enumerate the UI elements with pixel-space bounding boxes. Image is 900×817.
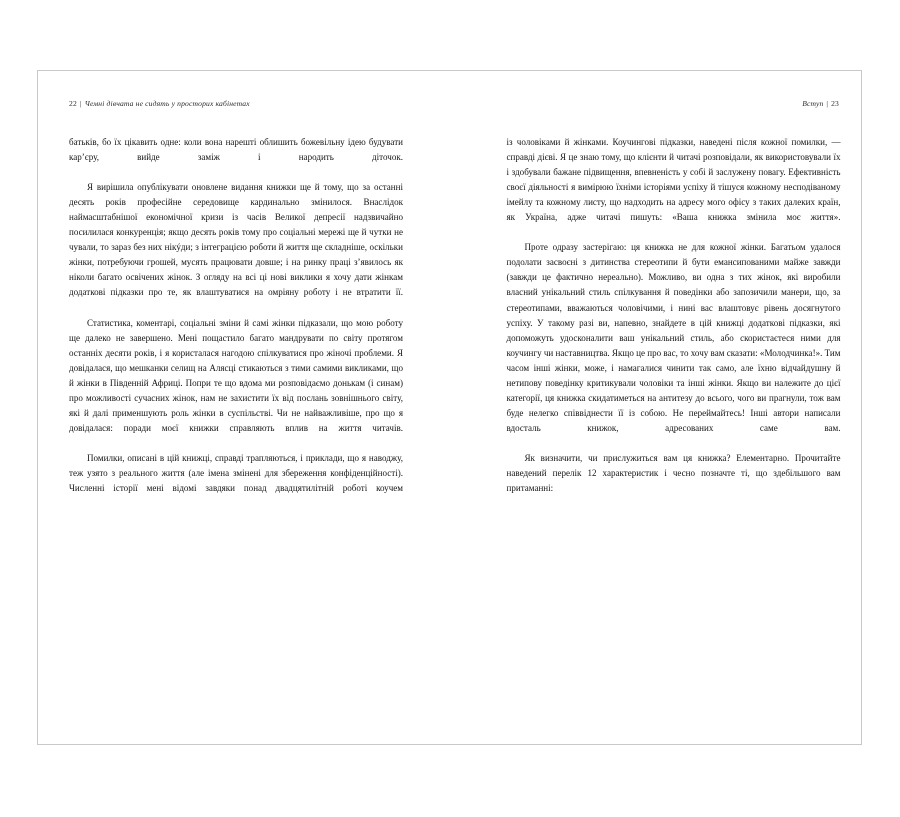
text-column-left [69,135,403,511]
paragraph: Проте одразу застерігаю: ця книжка не для кожної жінки. Багатьом удалося подолати засвоєні з дитинства стереотипи й бути емансипованими майже завжди (завжди це фактично нереально). Можливо, ви одна з тих жінок, які виробили власний унікальний стиль спілкування й поведінки або запозичили манери, що, за стереотипами, вважаються чоловічими, і нині вас влаштовує рівень досягнутого успіху. У такому разі ви, напевно, знайдете в цій книжці додаткові підказки, які допоможуть удосконалити ваш унікальний стиль, або скористаєтеся ними для коучингу чи наставництва. Якщо це про вас, то хочу вам сказати: «Молодчинка!». Тим часом інші жінки, може, і намагалися чинити так само, але їхню відчайдушну й нетипову поведінку критикували чоловіки та інші жінки. Якщо ви належите до цієї категорії, ця книжка скидатиметься на антитезу до всього, чого ви прагнули, тож вам буде нелегко співвіднести її із собою. Не переймайтесь! Інші автори написали вдосталь книжок, адресованих саме вам. [506,242,841,433]
paragraph: Статистика, коментарі, соціальні зміни й самі жінки підказали, що мою роботу ще далеко не завершено. Мені пощастило багато мандрувати по світу протягом останніх десяти років, і я користалася нагодою спілкуватися про жіночі проблеми. Я довідалася, що мешканки селищ на Алясці стикаються з тими самими викликами, що й жінки в Південній Африці. Попри те що вдома ми розповідаємо донькам (і синам) про можливості сучасних жінок, нам не захистити їх від послань зовнішнього світу, які й далі применшують роль жінки в суспільстві. Чи не найважливіше, про що я довідалася: поради моєї книжки справляють вплив на життя читачів. [69,317,403,433]
running-head-separator-right: | [826,99,829,108]
running-head-separator-left: | [79,99,82,108]
page-left [38,71,450,744]
paragraph: із чоловіками й жінками. Коучингові підказки, наведені після кожної помилки, — справді дієві. Я це знаю тому, що клієнти й читачі розповідали, як використовували їх і здобували бажане підвищення, впевненість у собі й заслужену повагу. Ефективність своєї діяльності я вимірюю їхніми історіями успіху й тішуся кожному несподіваному імейлу та кожному листу, що надходить на адресу мого офісу з таких далеких країн, як Україна, адже читачі пишуть: «Ваша книжка змінила моє життя». [506,137,841,223]
paragraph: Я вирішила опублікувати оновлене видання книжки ще й тому, що за останні десять років професійне середовище кардинально змінилося. Внаслідок наймасштабнішої економічної кризи із часів Великої депресії надзвичайно посилилася конкуренція; якщо десять років тому про соціальні мережі ще й чутки не чували, то зараз без них нікýди; з інтеграцією роботи й життя ще складніше, оскільки жінки, потребуючи грошей, мусять працювати довше; і на ринку праці з’явилось як ніколи багато освічених жінок. З огляду на всі ці нові виклики я хочу дати жінкам додаткові підказки про те, як влаштуватися на омріяну роботу і не втратити її. [69,182,403,298]
paragraph: Помилки, описані в цій книжці, справді трапляються, і приклади, що я наводжу, теж узято з реального життя (але імена змінені для збереження конфіденційності). Численні історії мені відомі завдяки понад двадцятилітній роботі коучем [69,452,403,494]
page-right [450,71,862,744]
folio-left: 22 [69,99,77,108]
paragraph: батьків, бо їх цікавить одне: коли вона нарешті облишить божевільну ідею будувати кар’єру, вийде заміж і народить діточок. [69,137,403,163]
book-spread [37,70,862,745]
text-column-right [507,135,841,511]
folio-right: 23 [831,99,839,108]
running-head-left [69,99,438,113]
chapter-title-running-head: Вступ [802,99,824,108]
paragraph: Як визначити, чи прислужиться вам ця книжка? Елементарно. Прочитайте наведений перелік 12 характеристик і чесно позначте ті, що здебільшого вам притаманні: [506,452,841,494]
book-title-running-head: Чемні дівчата не сидять у просторих кабінетах [84,99,250,108]
running-head-right [507,99,840,113]
